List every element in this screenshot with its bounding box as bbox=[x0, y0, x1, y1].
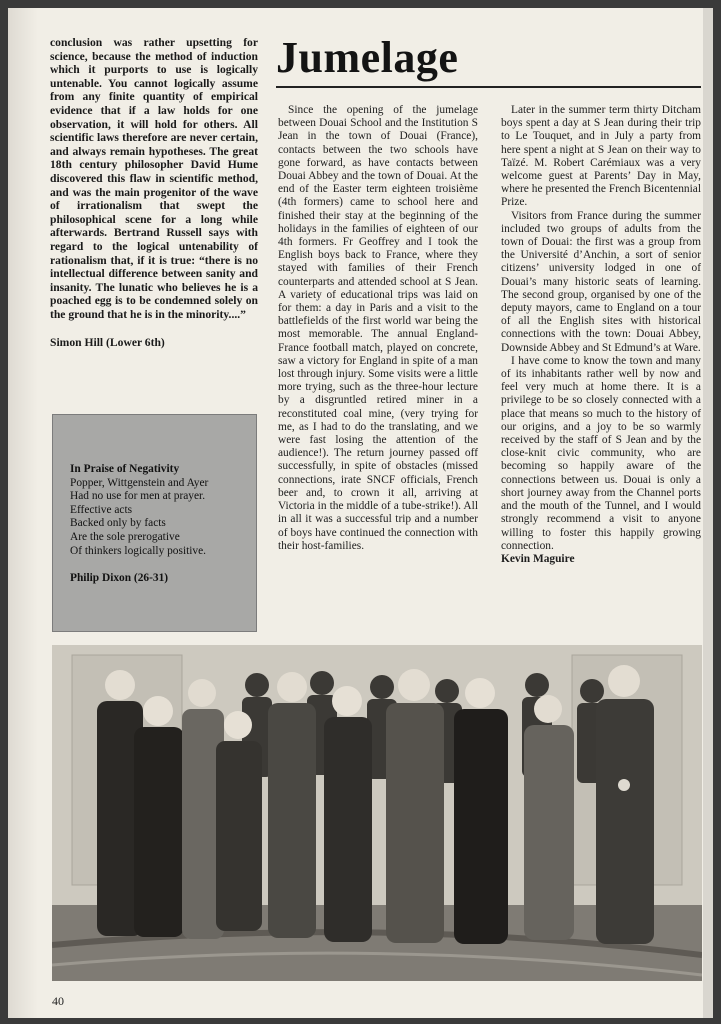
article-paragraph: I have come to know the town and many of its inhabitants rather well by now and feel very much at home there. It is a privilege to be so closely connected with a place that means so much to the history of our origins, and a joy to be so warmly received by the staff of S Jean and by the close-knit civic community, who are becoming so happily aware of the connections between us. Douai is only a short journey away from the Channel ports and the mouth of the Tunnel, and I would strongly recommend a visit to anyone willing to foster this happily growing connection. bbox=[501, 354, 701, 552]
page-gutter bbox=[8, 8, 38, 1018]
headline-rule bbox=[276, 86, 701, 88]
poem-line: Effective acts bbox=[70, 503, 133, 516]
essay-paragraph: conclusion was rather upsetting for science, because the method of induction which it purports to use is logically untenable. You cannot logically assume from any finite quantity of empirical evidence that if a law holds for one observation, it will hold for others. All scientific laws therefore are never certain, and always remain hypotheses. The great 18th century philosopher David Hume discovered this flaw in scientific method, and was the main progenitor of the wave of irrationalism that swept the philosophical scene for a long while afterwards. Bertrand Russell says with regard to the logical untenability of rationalism that, if it is true: “there is no intellectual difference between sanity and insanity. The lunatic who believes he is a poached egg is to be condemned solely on the ground that he is in the minority....” bbox=[50, 36, 258, 321]
article-middle-column bbox=[278, 104, 478, 553]
left-column bbox=[50, 36, 258, 350]
article-right-column bbox=[501, 104, 701, 566]
magazine-page bbox=[8, 8, 713, 1018]
article-byline: Kevin Maguire bbox=[501, 552, 575, 565]
poem-line: Of thinkers logically positive. bbox=[70, 544, 207, 557]
article-paragraph: Since the opening of the jumelage between Douai School and the Institution S Jean in the town of Douai (France), contacts between the two schools have gone forward, as have contacts between Douai Abbey and the town of Douai. At the end of the Easter term eighteen troisième (4th formers) came to school here and finished their stay at the beginning of the holidays in the families of eighteen of our 4th formers. Fr Geoffrey and I took the English boys back to France, where they stayed with families of their French counterparts and attended school at S Jean. A variety of educational trips was laid on for them: a day in Paris and a visit to the battlefields of the first world war being the most memorable. The annual England-France football match, played on concrete, saw a victory for England in spite of a man lost through injury. Some visits were a little more trying, such as the three-hour lecture by a disgruntled retired miner in a reconstituted coal mine, (very trying for me, as I had to do the translating, and we were fast losing the attention of the audience!). The return journey passed off successfully, in spite of obstacles (missed connections, irate SNCF officials, French beer and, to crown it all, arriving at Victoria in the middle of a tube-strike!). All in all it was a successful trip and a number of boys have continued the connection with their host-families. bbox=[278, 104, 478, 552]
group-photo-figures bbox=[52, 645, 702, 981]
essay-author: Simon Hill (Lower 6th) bbox=[50, 336, 165, 350]
group-photograph bbox=[52, 645, 702, 981]
poem-box bbox=[52, 414, 257, 632]
article-headline: Jumelage bbox=[276, 33, 459, 82]
article-paragraph: Later in the summer term thirty Ditcham boys spent a day at S Jean during their trip to Le Touquet, and in July a party from here spent a night at S Jean on their way to Taïzé. M. Robert Carémiaux was a very welcome guest at Parents’ Day in May, where he presented the French Bicentennial Prize. bbox=[501, 104, 701, 209]
poem-line: Popper, Wittgenstein and Ayer bbox=[70, 476, 209, 489]
poem-author: Philip Dixon (26-31) bbox=[70, 572, 169, 585]
poem-line: Are the sole prerogative bbox=[70, 530, 180, 543]
poem-title: In Praise of Negativity bbox=[70, 463, 180, 475]
poem-line: Backed only by facts bbox=[70, 517, 166, 530]
article-paragraph: Visitors from France during the summer included two groups of adults from the town of Douai: the first was a group from the Université d’Anchin, a sort of senior citizens’ university lodged in one of Douai’s many historic seats of learning. The second group, organised by one of the deputy mayors, came to England on a tour of all the English sites with historical connections with the town: Douai Abbey, Downside Abbey and St Edmund’s at Ware. bbox=[501, 209, 701, 354]
poem-line: Had no use for men at prayer. bbox=[70, 490, 206, 503]
page-number: 40 bbox=[52, 994, 64, 1008]
